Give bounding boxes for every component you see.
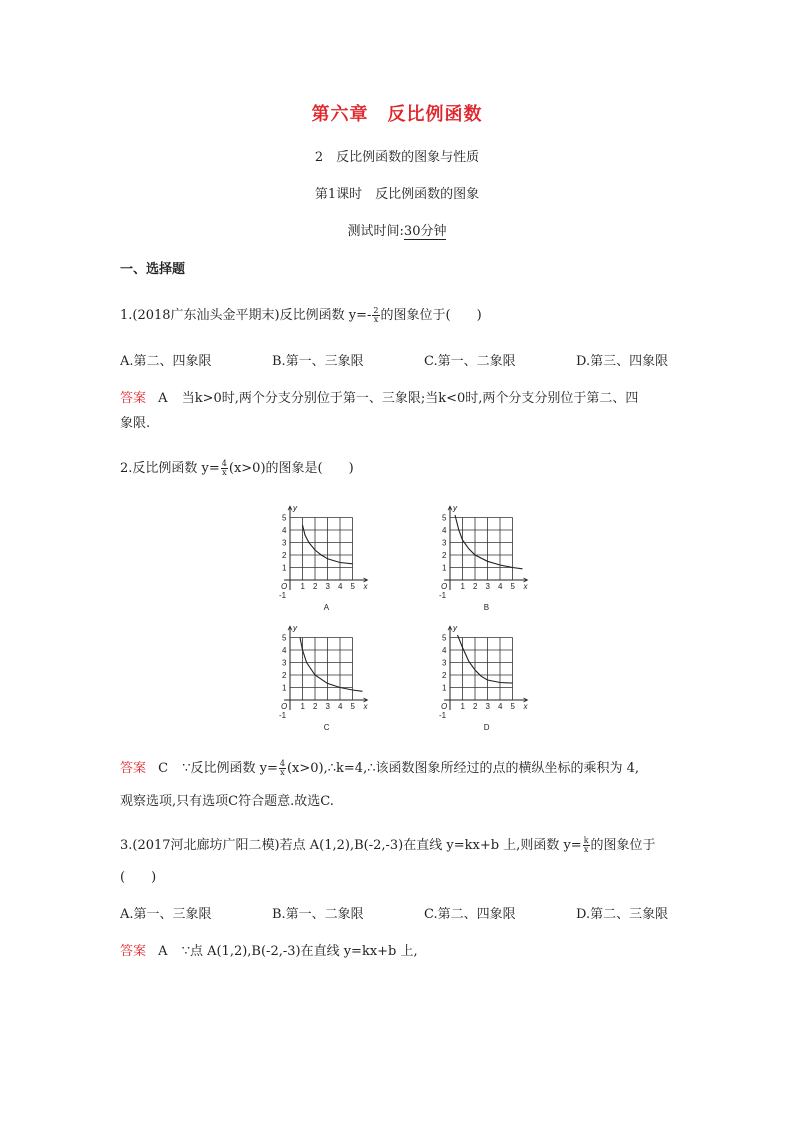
question-type-heading: 一、选择题	[120, 262, 186, 277]
graph-A	[279, 503, 369, 612]
y-axis-label: y	[293, 503, 297, 513]
q2-stem-post: (x>0)的图象是( )	[228, 461, 354, 476]
y-tick-label: 3	[282, 658, 287, 668]
y-axis-label: y	[453, 623, 457, 633]
q2-stem-pre: 2.反比例函数 y=	[120, 461, 220, 476]
neg-tick-label: -1	[439, 591, 447, 600]
x-tick-label: 4	[338, 702, 343, 711]
q3-option-c[interactable]: C.第二、四象限	[424, 907, 516, 922]
y-tick-label: 4	[282, 646, 287, 655]
neg-tick-label: -1	[279, 591, 287, 600]
q3-fraction	[583, 837, 590, 854]
q1-frac-num: 2	[373, 306, 379, 315]
origin-label: O	[281, 582, 288, 591]
q3-answer-letter: A	[158, 944, 168, 959]
graph-B	[439, 503, 529, 612]
section-title: 2 反比例函数的图象与性质	[314, 150, 480, 165]
q3-stem-pre: 3.(2017河北廊坊广阳二模)若点 A(1,2),B(-2,-3)在直线 y=kx+b 上,则函数 y=	[120, 838, 582, 853]
y-tick-label: 1	[442, 563, 447, 573]
q2-explanation-post: (x>0),∴k=4,∴该函数图象所经过的点的横纵坐标的乘积为 4,	[286, 761, 640, 776]
q2-fraction	[221, 460, 228, 477]
test-time-label: 测试时间:	[347, 224, 404, 239]
x-tick-label: 2	[313, 702, 318, 711]
q2-graph-grid	[260, 495, 530, 730]
y-tick-label: 2	[282, 671, 287, 680]
q1-stem-post: 的图象位于( )	[380, 308, 482, 323]
q3-option-d[interactable]: D.第二、三象限	[576, 907, 669, 922]
q1-option-c[interactable]: C.第一、二象限	[424, 354, 516, 369]
y-tick-label: 4	[282, 526, 287, 535]
q2-explanation-fraction	[279, 760, 286, 777]
y-tick-label: 2	[282, 551, 287, 560]
origin-label: O	[281, 702, 288, 711]
q1-explanation-line2: 象限.	[120, 416, 151, 431]
test-time-value: 30分钟	[403, 224, 447, 239]
y-tick-label: 3	[442, 538, 447, 548]
q1-explanation-line1: 当k>0时,两个分支分别位于第一、三象限;当k<0时,两个分支分别位于第二、四	[181, 391, 639, 406]
origin-label: O	[441, 582, 448, 591]
q1-frac-den: x	[373, 315, 379, 324]
curve-D	[458, 635, 513, 683]
q2-answer	[120, 757, 639, 777]
q2-answer-label: 答案	[120, 761, 147, 776]
q3-answer-label: 答案	[120, 944, 147, 959]
q1-option-b[interactable]: B.第一、三象限	[272, 354, 364, 369]
q1-stem-pre: 1.(2018广东汕头金平期末)反比例函数 y=-	[120, 308, 372, 323]
x-tick-label: 3	[485, 702, 490, 711]
graph-letter-B: B	[483, 603, 490, 612]
x-tick-label: 5	[510, 702, 515, 711]
test-time	[0, 220, 794, 239]
x-tick-label: 1	[300, 702, 305, 711]
q3-answer	[120, 940, 418, 959]
y-tick-label: 3	[442, 658, 447, 668]
q1-stem	[120, 304, 482, 324]
q3-stem-line2: ( )	[120, 870, 157, 885]
x-tick-label: 3	[485, 582, 490, 591]
y-tick-label: 5	[442, 633, 447, 643]
y-tick-label: 5	[442, 513, 447, 523]
x-tick-label: 2	[313, 582, 318, 591]
x-axis-label: x	[523, 582, 528, 591]
x-tick-label: 2	[473, 582, 478, 591]
x-tick-label: 5	[350, 702, 355, 711]
y-tick-label: 4	[442, 646, 447, 655]
x-tick-label: 4	[338, 582, 343, 591]
q2-explanation-pre: ∵反比例函数 y=	[182, 761, 278, 776]
q3-explanation-line1: ∵点 A(1,2),B(-2,-3)在直线 y=kx+b 上,	[181, 944, 418, 959]
q2-frac-den: x	[222, 468, 227, 477]
y-axis-label: y	[453, 503, 457, 513]
q3-frac-den: x	[583, 845, 589, 854]
curve-C	[300, 638, 363, 692]
neg-tick-label: -1	[439, 711, 447, 720]
graph-D	[439, 623, 529, 730]
y-tick-label: 1	[282, 683, 287, 693]
y-tick-label: 2	[442, 551, 447, 560]
x-tick-label: 5	[350, 582, 355, 591]
q2-stem	[120, 457, 354, 477]
graph-letter-C: C	[323, 723, 330, 730]
q1-option-d[interactable]: D.第三、四象限	[576, 354, 669, 369]
q1-fraction	[372, 307, 379, 324]
q1-answer-letter: A	[158, 391, 168, 406]
x-tick-label: 2	[473, 702, 478, 711]
lesson-title: 第1课时 反比例函数的图象	[314, 187, 480, 202]
x-tick-label: 4	[498, 702, 503, 711]
x-tick-label: 4	[498, 582, 503, 591]
y-tick-label: 5	[282, 513, 287, 523]
graph-letter-D: D	[483, 723, 490, 730]
q2-frac-num: 4	[221, 459, 227, 468]
q1-option-a[interactable]: A.第二、四象限	[120, 354, 212, 369]
graph-letter-A: A	[323, 603, 330, 612]
q3-frac-num: k	[583, 836, 589, 845]
x-tick-label: 5	[510, 582, 515, 591]
graph-C	[279, 623, 369, 730]
y-tick-label: 4	[442, 526, 447, 535]
q3-option-a[interactable]: A.第一、三象限	[120, 907, 212, 922]
y-axis-label: y	[293, 623, 297, 633]
y-tick-label: 1	[442, 683, 447, 693]
x-tick-label: 1	[460, 582, 465, 591]
q2-explanation-line2: 观察选项,只有选项C符合题意.故选C.	[120, 794, 334, 809]
x-tick-label: 1	[460, 702, 465, 711]
x-tick-label: 3	[325, 582, 330, 591]
origin-label: O	[441, 702, 448, 711]
x-axis-label: x	[363, 702, 368, 711]
x-tick-label: 1	[300, 582, 305, 591]
q1-answer-label: 答案	[120, 391, 147, 406]
chapter-title: 第六章 反比例函数	[311, 104, 483, 125]
neg-tick-label: -1	[279, 711, 287, 720]
x-axis-label: x	[363, 582, 368, 591]
q3-stem-post: 的图象位于	[590, 838, 656, 853]
y-tick-label: 1	[282, 563, 287, 573]
x-tick-label: 3	[325, 702, 330, 711]
q1-answer	[120, 387, 638, 406]
y-tick-label: 5	[282, 633, 287, 643]
q3-option-b[interactable]: B.第一、二象限	[272, 907, 364, 922]
y-tick-label: 3	[282, 538, 287, 548]
q2-exp-frac-num: 4	[279, 759, 285, 768]
x-axis-label: x	[523, 702, 528, 711]
q2-exp-frac-den: x	[280, 768, 285, 777]
q3-stem	[120, 834, 656, 854]
y-tick-label: 2	[442, 671, 447, 680]
q2-answer-letter: C	[158, 761, 169, 776]
